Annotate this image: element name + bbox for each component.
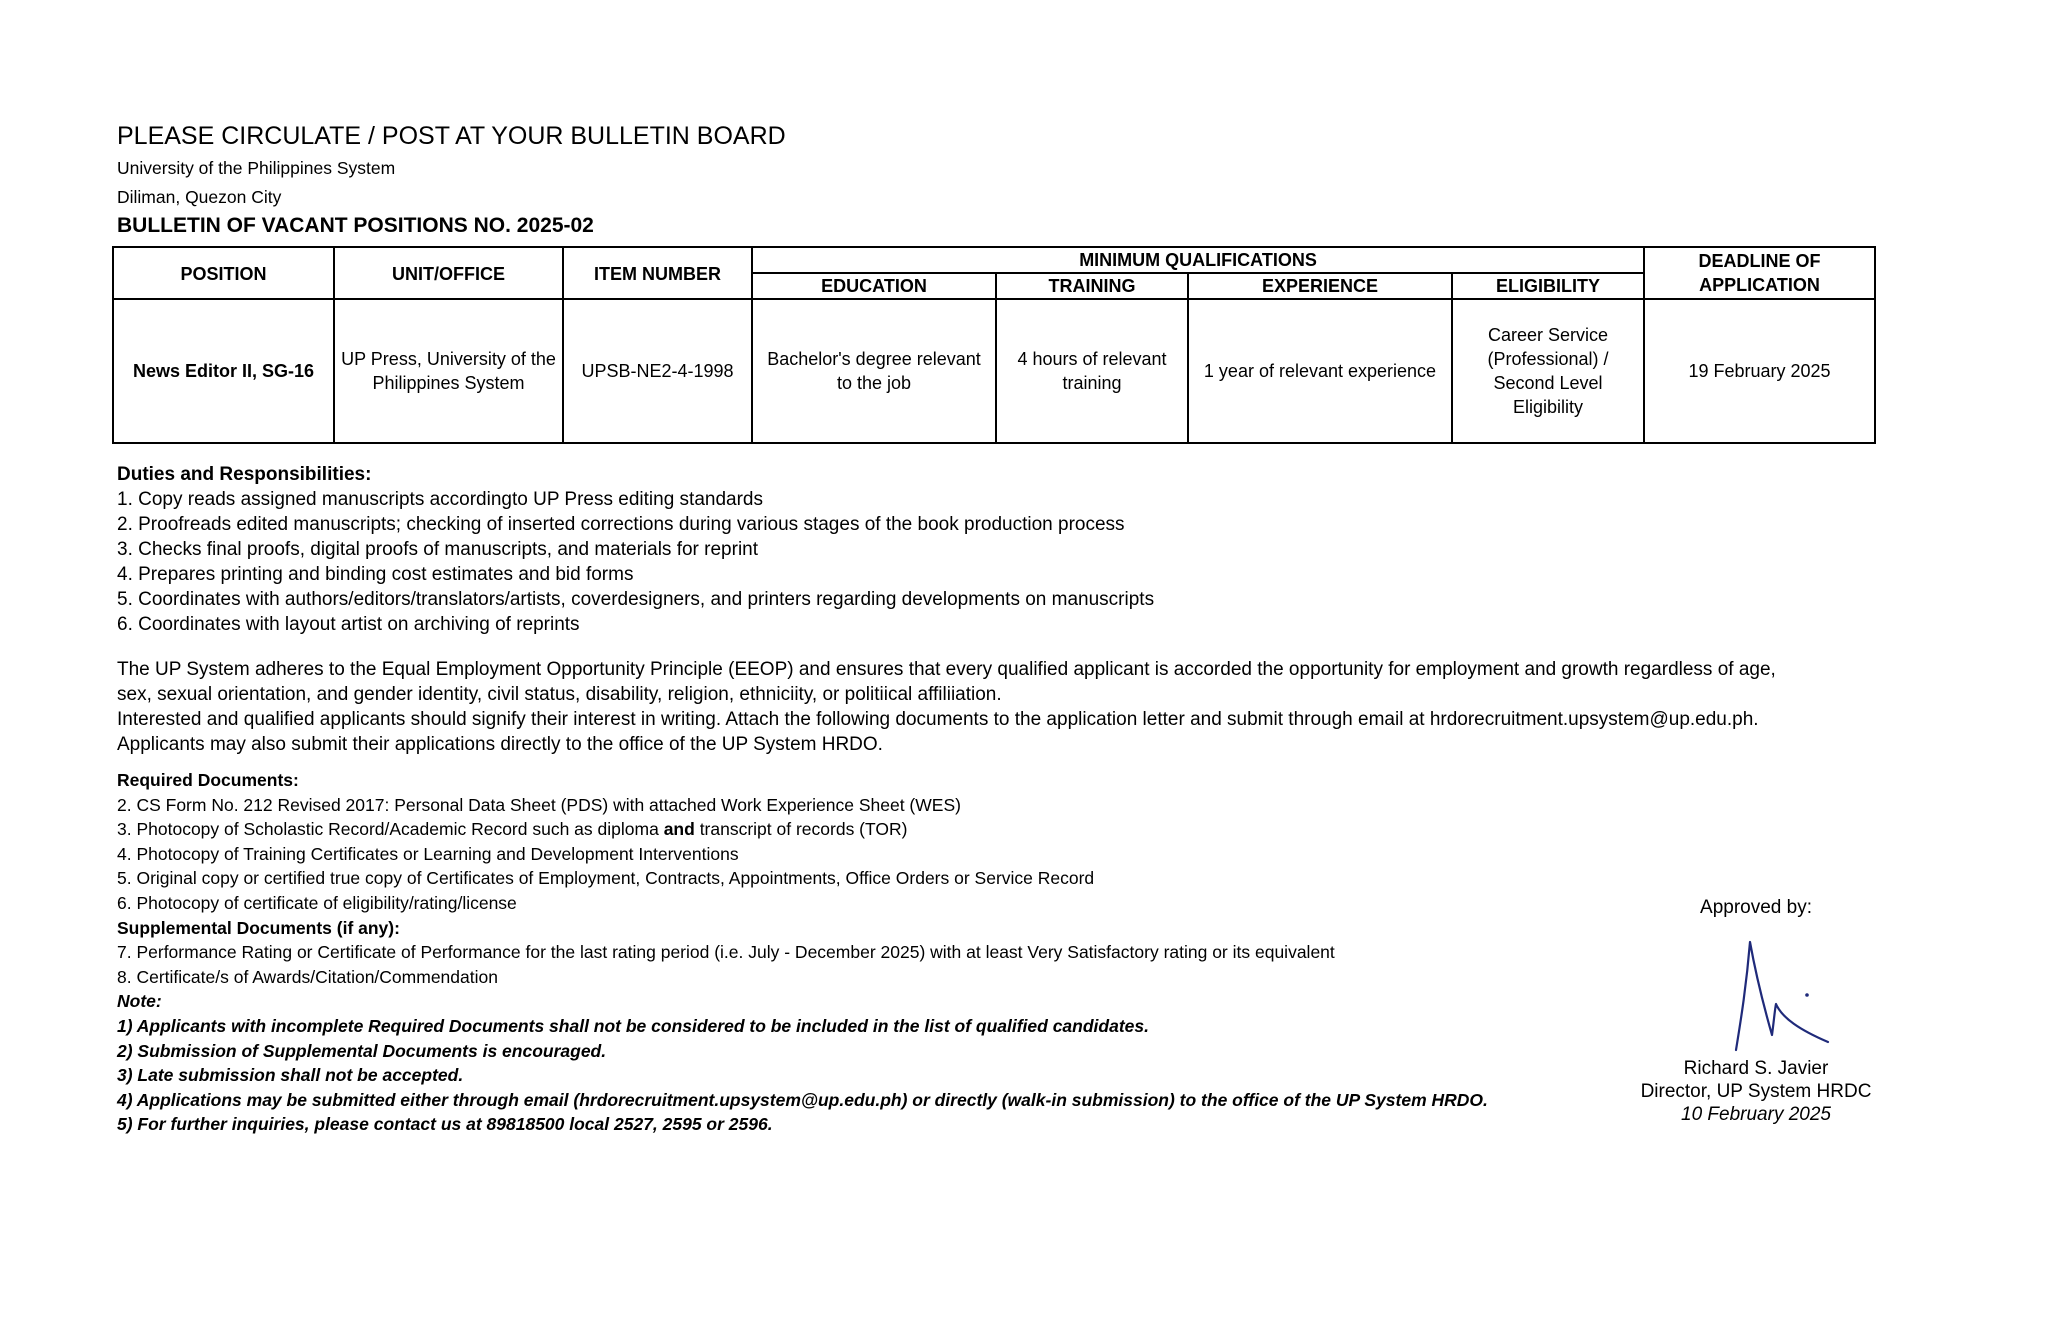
cell-unit-office: UP Press, University of the Philippines System xyxy=(334,299,563,443)
application-instructions: Interested and qualified applicants should signify their interest in writing. Attach the following documents to the application letter and submit through email at hrdorecruitment.upsystem@up.edu.ph. xyxy=(117,709,1759,730)
header-training: TRAINING xyxy=(996,273,1188,299)
required-doc-text: transcript of records (TOR) xyxy=(699,819,908,840)
cell-item-number: UPSB-NE2-4-1998 xyxy=(563,299,752,443)
approver-name: Richard S. Javier xyxy=(1683,1058,1829,1079)
eeop-line: sex, sexual orientation, and gender identity, civil status, disability, religion, ethniciity, or politiical affiliiation. xyxy=(117,684,1002,705)
note-item: 5) For further inquiries, please contact us at 89818500 local 2527, 2595 or 2596. xyxy=(117,1114,773,1135)
approver-title: Director, UP System HRDC xyxy=(1640,1081,1872,1102)
duties-heading: Duties and Responsibilities: xyxy=(117,464,372,485)
bulletin-title: BULLETIN OF VACANT POSITIONS NO. 2025-02 xyxy=(117,214,594,237)
required-doc-emphasis: and xyxy=(663,819,695,840)
cell-training: 4 hours of relevant training xyxy=(996,299,1188,443)
cell-deadline: 19 February 2025 xyxy=(1644,299,1875,443)
required-doc-item: 4. Photocopy of Training Certificates or Learning and Development Interventions xyxy=(117,843,739,864)
header-position: POSITION xyxy=(113,247,334,299)
duties-section xyxy=(117,462,1154,637)
duty-item: 4. Prepares printing and binding cost estimates and bid forms xyxy=(117,564,634,585)
cell-education: Bachelor's degree relevant to the job xyxy=(752,299,996,443)
required-doc-item xyxy=(117,817,1488,842)
duty-item: 3. Checks final proofs, digital proofs of manuscripts, and materials for reprint xyxy=(117,539,759,560)
eeop-line: The UP System adheres to the Equal Employment Opportunity Principle (EEOP) and ensures that every qualified applicant is accorded the opportunity for employment and growth regardless of age, xyxy=(117,659,1776,680)
header-item-number: ITEM NUMBER xyxy=(563,247,752,299)
cell-position: News Editor II, SG-16 xyxy=(113,299,334,443)
required-doc-text: 3. Photocopy of Scholastic Record/Academic Record such as diploma xyxy=(117,819,659,840)
note-item: 1) Applicants with incomplete Required Documents shall not be considered to be included in the list of qualified candidates. xyxy=(117,1015,1149,1036)
application-instructions: Applicants may also submit their applications directly to the office of the UP System HRDO. xyxy=(117,734,883,755)
header-deadline: DEADLINE OF APPLICATION xyxy=(1644,247,1875,299)
supplemental-doc-item: 7. Performance Rating or Certificate of Performance for the last rating period (i.e. July - December 2025) with at least Very Satisfactory rating or its equivalent xyxy=(117,942,1335,963)
cell-experience: 1 year of relevant experience xyxy=(1188,299,1452,443)
duty-item: 2. Proofreads edited manuscripts; checking of inserted corrections during various stages of the book production process xyxy=(117,514,1125,535)
supplemental-docs-heading: Supplemental Documents (if any): xyxy=(117,917,400,938)
duty-item: 1. Copy reads assigned manuscripts accordingto UP Press editing standards xyxy=(117,489,763,510)
required-docs-heading: Required Documents: xyxy=(117,770,299,790)
header-unit-office: UNIT/OFFICE xyxy=(334,247,563,299)
required-doc-item: 2. CS Form No. 212 Revised 2017: Personal Data Sheet (PDS) with attached Work Experience Sheet (WES) xyxy=(117,794,961,815)
org-name: University of the Philippines System xyxy=(117,158,396,178)
circulate-heading: PLEASE CIRCULATE / POST AT YOUR BULLETIN BOARD xyxy=(117,122,786,150)
note-item: 4) Applications may be submitted either through email (hrdorecruitment.upsystem@up.edu.ph) or directly (walk-in submission) to the office of the UP System HRDO. xyxy=(117,1089,1488,1110)
note-heading: Note: xyxy=(117,991,162,1012)
duty-item: 5. Coordinates with authors/editors/translators/artists, coverdesigners, and printers regarding developments on manuscripts xyxy=(117,589,1155,610)
documents-section xyxy=(117,768,1488,1137)
duty-item: 6. Coordinates with layout artist on archiving of reprints xyxy=(117,614,580,635)
eeop-statement xyxy=(117,657,1776,757)
approved-by-label: Approved by: xyxy=(1700,897,1812,918)
required-doc-item: 6. Photocopy of certificate of eligibility/rating/license xyxy=(117,892,517,913)
required-doc-item: 5. Original copy or certified true copy of Certificates of Employment, Contracts, Appointments, Office Orders or Service Record xyxy=(117,868,1095,889)
cell-eligibility: Career Service (Professional) / Second Level Eligibility xyxy=(1452,299,1644,443)
header-eligibility: ELIGIBILITY xyxy=(1452,273,1644,299)
vacancy-table xyxy=(112,246,1876,444)
note-item: 2) Submission of Supplemental Documents is encouraged. xyxy=(117,1040,607,1061)
approval-date: 10 February 2025 xyxy=(1681,1104,1831,1125)
supplemental-doc-item: 8. Certificate/s of Awards/Citation/Commendation xyxy=(117,966,498,987)
header-experience: EXPERIENCE xyxy=(1188,273,1452,299)
note-item: 3) Late submission shall not be accepted. xyxy=(117,1065,464,1086)
header-education: EDUCATION xyxy=(752,273,996,299)
table-row xyxy=(113,299,1875,443)
header-minimum-qualifications: MINIMUM QUALIFICATIONS xyxy=(752,247,1644,273)
org-location: Diliman, Quezon City xyxy=(117,187,282,207)
signature-image xyxy=(1700,930,1830,1060)
